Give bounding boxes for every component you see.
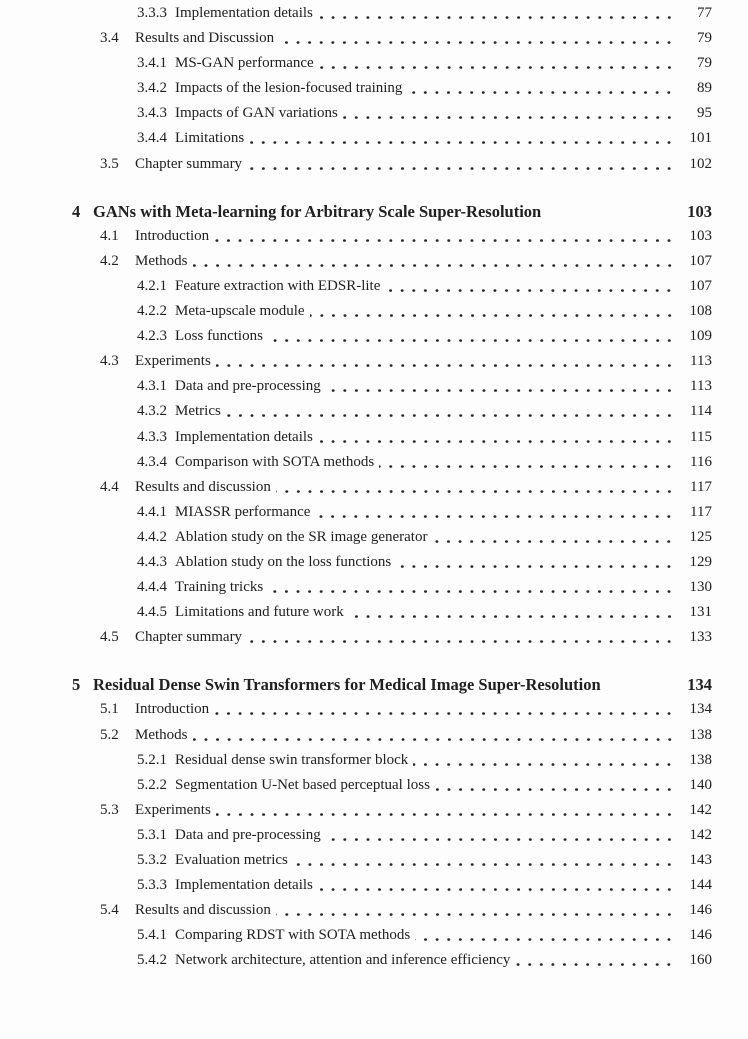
dot-leader-icon	[326, 823, 675, 848]
entry-title: Implementation details	[175, 877, 313, 894]
entry-number: 4.3.1	[137, 378, 167, 395]
toc-entry[interactable]	[72, 76, 712, 101]
toc-entry[interactable]	[72, 126, 712, 151]
dot-leader-icon	[435, 773, 675, 798]
entry-title: Results and discussion	[135, 478, 271, 495]
entry-page-number: 146	[689, 902, 712, 919]
toc-entry[interactable]	[72, 600, 712, 625]
dot-leader-icon	[407, 76, 675, 101]
toc-entry[interactable]	[72, 550, 712, 575]
entry-page-number: 114	[690, 403, 712, 420]
dot-leader-icon	[276, 475, 675, 500]
toc-entry[interactable]	[72, 575, 712, 600]
toc-entry[interactable]	[72, 500, 712, 525]
entry-title: Results and Discussion	[135, 30, 275, 47]
entry-page-number: 130	[689, 579, 712, 596]
entry-page-number: 89	[697, 80, 712, 97]
entry-number: 4.5	[100, 629, 119, 646]
toc-entry[interactable]	[72, 898, 712, 923]
entry-title: Training tricks	[175, 579, 264, 596]
dot-leader-icon	[343, 101, 675, 126]
entry-title: MIASSR performance	[175, 503, 311, 520]
entry-number: 4.4.2	[137, 528, 167, 545]
entry-page-number: 160	[689, 952, 712, 969]
entry-title: Implementation details	[175, 5, 313, 21]
entry-page-number: 103	[689, 227, 712, 244]
toc-entry[interactable]	[72, 249, 712, 274]
entry-page-number: 117	[690, 503, 712, 520]
entry-page-number: 143	[689, 852, 712, 868]
entry-page-number: 131	[689, 604, 712, 621]
entry-page-number: 134	[689, 701, 712, 718]
entry-page-number: 102	[689, 155, 712, 172]
entry-number: 3.3.3	[137, 5, 167, 21]
toc-entries	[72, 1, 712, 973]
entry-page-number: 77	[697, 5, 712, 21]
entry-title: Ablation study on the SR image generator	[175, 528, 428, 545]
entry-number: 4	[72, 201, 81, 221]
dot-leader-icon	[293, 848, 675, 873]
toc-entry[interactable]	[72, 923, 712, 948]
entry-page-number: 144	[689, 877, 712, 894]
entry-number: 5.2.2	[137, 776, 167, 793]
toc-entry[interactable]	[72, 51, 712, 76]
entry-number: 5.2	[100, 726, 119, 743]
entry-number: 3.4.2	[137, 80, 167, 97]
toc-entry[interactable]	[72, 1, 712, 26]
dot-leader-icon	[247, 152, 675, 177]
entry-number: 5.4.1	[137, 927, 167, 944]
entry-title: Network architecture, attention and inference efficiency	[175, 952, 511, 969]
dot-leader-icon	[318, 425, 675, 450]
entry-title: Introduction	[135, 227, 210, 244]
toc-entry[interactable]	[72, 948, 712, 973]
dot-leader-icon	[216, 798, 675, 823]
entry-page-number: 125	[689, 528, 712, 545]
entry-page-number: 113	[690, 378, 712, 395]
entry-number: 4.1	[100, 227, 119, 244]
entry-number: 5.4.2	[137, 952, 167, 969]
entry-page-number: 107	[689, 277, 712, 294]
entry-number: 4.4.3	[137, 553, 167, 570]
dot-leader-icon	[318, 1, 675, 26]
dot-leader-icon	[432, 525, 675, 550]
dot-leader-icon	[385, 274, 675, 299]
toc-entry[interactable]	[72, 748, 712, 773]
toc-entry[interactable]	[72, 848, 712, 873]
entry-number: 5.1	[100, 701, 119, 718]
entry-page-number: 140	[689, 776, 712, 793]
entry-number: 3.5	[100, 155, 119, 172]
toc-entry[interactable]	[72, 399, 712, 424]
dot-leader-icon	[606, 672, 675, 697]
dot-leader-icon	[310, 299, 675, 324]
entry-number: 5.3.2	[137, 852, 167, 868]
toc-entry[interactable]	[72, 349, 712, 374]
entry-title: Ablation study on the loss functions	[175, 553, 392, 570]
toc-entry[interactable]	[72, 697, 712, 722]
dot-leader-icon	[214, 224, 675, 249]
entry-number: 4.4.5	[137, 604, 167, 621]
entry-title: Loss functions	[175, 328, 263, 345]
entry-number: 4.2.1	[137, 277, 167, 294]
toc-entry[interactable]	[72, 274, 712, 299]
toc-entry[interactable]	[72, 450, 712, 475]
toc-entry[interactable]	[72, 625, 712, 650]
entry-title: Metrics	[175, 403, 221, 420]
entry-number: 4.3.4	[137, 453, 167, 470]
dot-leader-icon	[319, 51, 675, 76]
toc-entry[interactable]	[72, 773, 712, 798]
entry-title: Evaluation metrics	[175, 852, 288, 868]
entry-page-number: 103	[687, 201, 712, 221]
entry-number: 4.4	[100, 478, 119, 495]
entry-title: Residual dense swin transformer block	[175, 751, 409, 768]
entry-title: Experiments	[135, 801, 211, 818]
entry-number: 3.4.3	[137, 105, 167, 122]
entry-title: Residual Dense Swin Transformers for Medical Image Super-Resolution	[93, 675, 601, 695]
entry-number: 4.4.4	[137, 579, 167, 596]
entry-number: 4.2.2	[137, 303, 167, 320]
dot-leader-icon	[546, 199, 675, 224]
toc-entry[interactable]	[72, 798, 712, 823]
entry-page-number: 129	[689, 553, 712, 570]
entry-number: 3.4	[100, 30, 119, 47]
entry-title: Meta-upscale module	[175, 303, 305, 320]
toc-entry[interactable]	[72, 723, 712, 748]
entry-number: 4.2.3	[137, 328, 167, 345]
dot-leader-icon	[193, 249, 676, 274]
entry-page-number: 117	[690, 478, 712, 495]
dot-leader-icon	[415, 923, 675, 948]
toc-entry[interactable]	[72, 374, 712, 399]
entry-number: 4.3	[100, 353, 119, 370]
entry-page-number: 107	[689, 252, 712, 269]
toc-entry[interactable]	[72, 672, 712, 697]
dot-leader-icon	[515, 948, 675, 973]
entry-page-number: 116	[690, 453, 712, 470]
entry-page-number: 146	[689, 927, 712, 944]
toc-entry[interactable]	[72, 425, 712, 450]
entry-title: Methods	[135, 252, 188, 269]
entry-page-number: 113	[690, 353, 712, 370]
entry-title: Experiments	[135, 353, 211, 370]
toc-entry[interactable]	[72, 324, 712, 349]
entry-number: 5.3.1	[137, 826, 167, 843]
entry-number: 4.2	[100, 252, 119, 269]
entry-number: 4.4.1	[137, 503, 167, 520]
dot-leader-icon	[249, 126, 675, 151]
dot-leader-icon	[214, 697, 675, 722]
toc-entry[interactable]	[72, 475, 712, 500]
entry-number: 5.3	[100, 801, 119, 818]
entry-number: 3.4.1	[137, 55, 167, 72]
entry-page-number: 133	[689, 629, 712, 646]
entry-page-number: 79	[697, 30, 712, 47]
entry-number: 5.3.3	[137, 877, 167, 894]
entry-page-number: 108	[689, 303, 712, 320]
entry-page-number: 138	[689, 726, 712, 743]
dot-leader-icon	[413, 748, 675, 773]
entry-title: Impacts of GAN variations	[175, 105, 338, 122]
entry-number: 4.3.2	[137, 403, 167, 420]
entry-page-number: 101	[689, 130, 712, 147]
entry-page-number: 142	[689, 826, 712, 843]
entry-title: Data and pre-processing	[175, 826, 321, 843]
dot-leader-icon	[216, 349, 675, 374]
dot-leader-icon	[279, 26, 675, 51]
entry-title: Chapter summary	[135, 155, 243, 172]
entry-number: 5.4	[100, 902, 119, 919]
dot-leader-icon	[268, 324, 675, 349]
entry-title: Comparison with SOTA methods	[175, 453, 375, 470]
dot-leader-icon	[276, 898, 675, 923]
entry-page-number: 138	[689, 751, 712, 768]
dot-leader-icon	[396, 550, 675, 575]
entry-page-number: 95	[697, 105, 712, 122]
toc-entry[interactable]	[72, 823, 712, 848]
entry-number: 5.2.1	[137, 751, 167, 768]
toc-entry[interactable]	[72, 26, 712, 51]
entry-title: Results and discussion	[135, 902, 271, 919]
entry-title: Limitations	[175, 130, 245, 147]
entry-title: Comparing RDST with SOTA methods	[175, 927, 411, 944]
dot-leader-icon	[349, 600, 675, 625]
entry-title: Implementation details	[175, 428, 313, 445]
entry-title: Segmentation U-Net based perceptual loss	[175, 776, 430, 793]
entry-page-number: 115	[690, 428, 712, 445]
toc-entry[interactable]	[72, 299, 712, 324]
entry-number: 5	[72, 675, 81, 695]
toc-entry[interactable]	[72, 101, 712, 126]
dot-leader-icon	[318, 873, 675, 898]
entry-page-number: 142	[689, 801, 712, 818]
toc-entry[interactable]	[72, 224, 712, 249]
entry-title: GANs with Meta-learning for Arbitrary Scale Super-Resolution	[93, 201, 542, 221]
entry-page-number: 134	[687, 675, 712, 695]
entry-title: Methods	[135, 726, 188, 743]
dot-leader-icon	[315, 500, 675, 525]
toc-entry[interactable]	[72, 525, 712, 550]
dot-leader-icon	[247, 625, 675, 650]
entry-number: 4.3.3	[137, 428, 167, 445]
toc-entry[interactable]	[72, 152, 712, 177]
entry-title: Impacts of the lesion-focused training	[175, 80, 403, 97]
dot-leader-icon	[193, 723, 676, 748]
entry-title: Chapter summary	[135, 629, 243, 646]
toc-entry[interactable]	[72, 873, 712, 898]
entry-title: Feature extraction with EDSR-lite	[175, 277, 381, 294]
dot-leader-icon	[379, 450, 675, 475]
toc-entry[interactable]	[72, 199, 712, 224]
entry-title: MS-GAN performance	[175, 55, 314, 72]
dot-leader-icon	[268, 575, 675, 600]
dot-leader-icon	[326, 374, 675, 399]
entry-title: Limitations and future work	[175, 604, 344, 621]
entry-number: 3.4.4	[137, 130, 167, 147]
entry-page-number: 109	[689, 328, 712, 345]
dot-leader-icon	[226, 399, 675, 424]
entry-title: Data and pre-processing	[175, 378, 321, 395]
entry-title: Introduction	[135, 701, 210, 718]
entry-page-number: 79	[697, 55, 712, 72]
